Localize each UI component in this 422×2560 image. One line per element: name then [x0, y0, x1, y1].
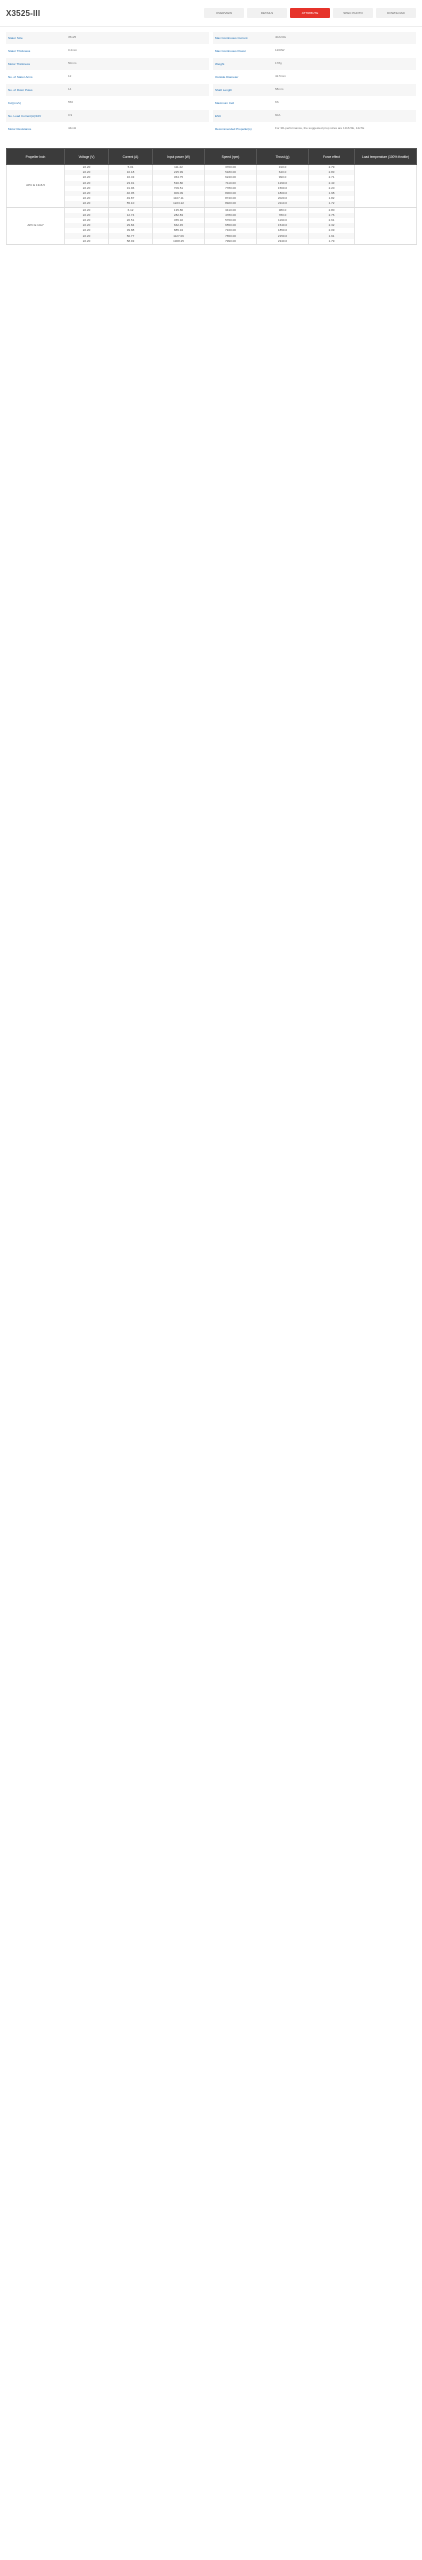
spec-value: For 3D-performance, the suggested prop sizes are 13x6.5E, 14x7E [275, 126, 365, 131]
table-cell: 2.71 [309, 175, 355, 180]
table-cell: 7650.00 [205, 233, 257, 238]
table-cell: 662.45 [153, 223, 205, 228]
spec-value: 58mm [275, 87, 284, 92]
spec-label: Max Continuous Power [215, 49, 247, 53]
table-cell: 22.20 [65, 191, 109, 196]
spec-value: 0.9 [68, 113, 73, 118]
tab-download[interactable]: DOWNLOAD [376, 8, 416, 18]
header-load-temperature: Load temperature (100% throttle) [355, 149, 417, 165]
table-cell: 2.79 [309, 165, 355, 171]
spec-row [213, 45, 416, 58]
table-cell: 1.98 [309, 191, 355, 196]
spec-label: Stator Thickness [8, 49, 31, 53]
spec-value: 0.2mm [68, 48, 78, 53]
header-input-power: Input power (W) [153, 149, 205, 165]
table-cell: 885.34 [153, 228, 205, 233]
spec-value: 6S [275, 100, 279, 105]
table-cell: 3700.00 [205, 165, 257, 171]
table-cell: 2.20 [309, 186, 355, 191]
table-cell: 1.82 [309, 196, 355, 201]
spec-value: 12 [68, 74, 72, 79]
table-cell: 2340.0 [257, 239, 309, 245]
table-header-row [7, 149, 417, 165]
table-cell: 1800.0 [257, 191, 309, 196]
spec-label: Outside Diameter [215, 75, 239, 79]
table-cell: 58.93 [109, 239, 153, 245]
table-cell: 455.32 [153, 218, 205, 223]
table-cell: 50.77 [109, 233, 153, 238]
spec-label: Weight [215, 62, 225, 66]
table-cell: 1.72 [309, 201, 355, 207]
table-cell: 111.22 [153, 165, 205, 171]
spec-row [6, 45, 209, 58]
temperature-cell [355, 207, 417, 244]
table-cell: 20.51 [109, 218, 153, 223]
table-cell: 1107.11 [153, 196, 205, 201]
spec-row [6, 97, 209, 110]
table-cell: 2.09 [309, 228, 355, 233]
table-cell: 22.20 [65, 233, 109, 238]
header-speed: Speed (rpm) [205, 149, 257, 165]
table-cell: 8740.00 [205, 196, 257, 201]
table-cell: 990.0 [257, 175, 309, 180]
spec-label: ESC [215, 114, 222, 118]
table-cell: 2.43 [309, 181, 355, 186]
spec-label: No. of Rotor Poles [8, 88, 33, 92]
table-cell: 282.83 [153, 213, 205, 218]
spec-row [6, 58, 209, 71]
table-cell: 22.20 [65, 213, 109, 218]
table-cell: 16.43 [109, 175, 153, 180]
spec-label: Stator Size [8, 36, 23, 40]
table-cell: 1.91 [309, 233, 355, 238]
spec-label: Motor Resistance [8, 127, 32, 131]
page-title: X3525-III [6, 8, 41, 18]
table-cell: 22.20 [65, 228, 109, 233]
table-cell: 1560.0 [257, 186, 309, 191]
spec-label: Shaft Length [215, 88, 233, 92]
spec-row [6, 71, 209, 84]
tab-details[interactable]: DETAILS [247, 8, 287, 18]
header-current: Current (A) [109, 149, 153, 165]
tab-attribute[interactable]: ATTRIBUTE [290, 8, 330, 18]
table-cell: 1127.09 [153, 233, 205, 238]
table-cell: 5760.00 [205, 218, 257, 223]
spec-value: 44mΩ [68, 126, 77, 131]
table-cell: 225.99 [153, 170, 205, 175]
header-propeller: Propeller Inch [7, 149, 65, 165]
header-voltage: Voltage (V) [65, 149, 109, 165]
table-cell: 1290.0 [257, 181, 309, 186]
table-cell: 1.79 [309, 239, 355, 245]
page-header [0, 0, 422, 27]
table-cell: 5.01 [109, 165, 153, 171]
table-cell: 6240.00 [205, 175, 257, 180]
spec-row [213, 58, 416, 71]
table-cell: 55.10 [109, 201, 153, 207]
table-cell: 2.76 [309, 213, 355, 218]
table-cell: 7160.00 [205, 228, 257, 233]
table-cell: 6.12 [109, 207, 153, 213]
table-cell: 22.20 [65, 239, 109, 245]
tab-overview[interactable]: OVERVIEW [204, 8, 244, 18]
table-cell: 22.20 [65, 186, 109, 191]
table-cell: 10.18 [109, 170, 153, 175]
spec-value: 60A [275, 113, 281, 118]
table-cell: 6550.00 [205, 223, 257, 228]
table-cell: 310.0 [257, 165, 309, 171]
table-cell: 2110.0 [257, 201, 309, 207]
table-cell: 2.80 [309, 207, 355, 213]
spec-value: 50mm [68, 61, 77, 66]
spec-row [213, 32, 416, 45]
table-cell: 8920.00 [205, 201, 257, 207]
spec-value: 42.5mm [275, 74, 286, 79]
spec-row [213, 110, 416, 123]
table-cell: 2.83 [309, 170, 355, 175]
table-cell: 4780.00 [205, 213, 257, 218]
table-body [7, 165, 417, 245]
table-cell: 40.95 [109, 191, 153, 196]
table-cell: 780.0 [257, 213, 309, 218]
header-force-effect: Force effect [309, 149, 355, 165]
spec-label: Maximum Cell [215, 101, 235, 105]
table-cell: 2020.0 [257, 196, 309, 201]
header-thrust: Thrust (g) [257, 149, 309, 165]
table-cell: 22.20 [65, 223, 109, 228]
table-cell: 7990.00 [205, 239, 257, 245]
table-cell: 135.86 [153, 207, 205, 213]
spec-row [213, 123, 416, 136]
table-cell: 1308.25 [153, 239, 205, 245]
table-cell: 22.20 [65, 165, 109, 171]
table-cell: 22.20 [65, 201, 109, 207]
table-cell: 2150.0 [257, 233, 309, 238]
table-cell: 12.74 [109, 213, 153, 218]
spec-row [6, 123, 209, 136]
table-cell: 1850.0 [257, 228, 309, 233]
table-cell: 3410.00 [205, 207, 257, 213]
table-cell: 49.87 [109, 196, 153, 201]
table-cell: 5180.00 [205, 170, 257, 175]
table-cell: 8300.00 [205, 191, 257, 196]
tab-spec-photo[interactable]: SPEC PHOTO [333, 8, 373, 18]
table-cell: 640.0 [257, 170, 309, 175]
spec-value: 40A/30s [275, 35, 287, 40]
table-cell: 22.20 [65, 218, 109, 223]
performance-table [6, 148, 417, 245]
table-cell: 7780.00 [205, 186, 257, 191]
spec-label: No. Load Current(A)/10V [8, 114, 42, 118]
table-cell: 1540.0 [257, 223, 309, 228]
spec-row [213, 97, 416, 110]
spec-value: 550 [68, 100, 74, 105]
spec-value: 35x25 [68, 35, 77, 40]
spec-label: Recommended Propeller(s) [215, 127, 252, 131]
table-cell: 22.20 [65, 207, 109, 213]
spec-row [6, 32, 209, 45]
table-cell: 2.61 [309, 218, 355, 223]
table-cell: 22.20 [65, 181, 109, 186]
table-cell: 530.80 [153, 181, 205, 186]
table-cell: 1190.0 [257, 218, 309, 223]
performance-table-wrapper [6, 148, 416, 245]
table-cell: 22.20 [65, 196, 109, 201]
table-cell: 39.88 [109, 228, 153, 233]
table-cell: 31.96 [109, 186, 153, 191]
table-cell: 380.0 [257, 207, 309, 213]
spec-value: 178g [275, 61, 282, 66]
propeller-cell: APC E 13x6.5 [7, 165, 65, 208]
spec-label: Kv(rpm/v) [8, 101, 21, 105]
spec-row [213, 71, 416, 84]
spec-row [213, 84, 416, 97]
spec-column-right [213, 32, 416, 136]
table-cell: 909.09 [153, 191, 205, 196]
table-cell: 22.20 [65, 175, 109, 180]
spec-label: Max Continuous Current [215, 36, 248, 40]
temperature-cell [355, 165, 417, 208]
table-cell: 22.20 [65, 170, 109, 175]
spec-label: No. of Stator Arms [8, 75, 33, 79]
table-cell: 23.91 [109, 181, 153, 186]
spec-sheet [6, 32, 416, 136]
spec-label: Motor Thickness [8, 62, 30, 66]
spec-row [6, 110, 209, 123]
table-cell: 2.32 [309, 223, 355, 228]
table-cell: 709.51 [153, 186, 205, 191]
spec-column-left [6, 32, 209, 136]
table-cell: 29.84 [109, 223, 153, 228]
table-cell: 7110.00 [205, 181, 257, 186]
table-cell: 364.75 [153, 175, 205, 180]
spec-value: 14 [68, 87, 72, 92]
tab-bar [204, 8, 416, 18]
propeller-cell: APC E 14x7 [7, 207, 65, 244]
spec-row [6, 84, 209, 97]
table-cell: 1223.22 [153, 201, 205, 207]
spec-value: 1200W [275, 48, 285, 53]
